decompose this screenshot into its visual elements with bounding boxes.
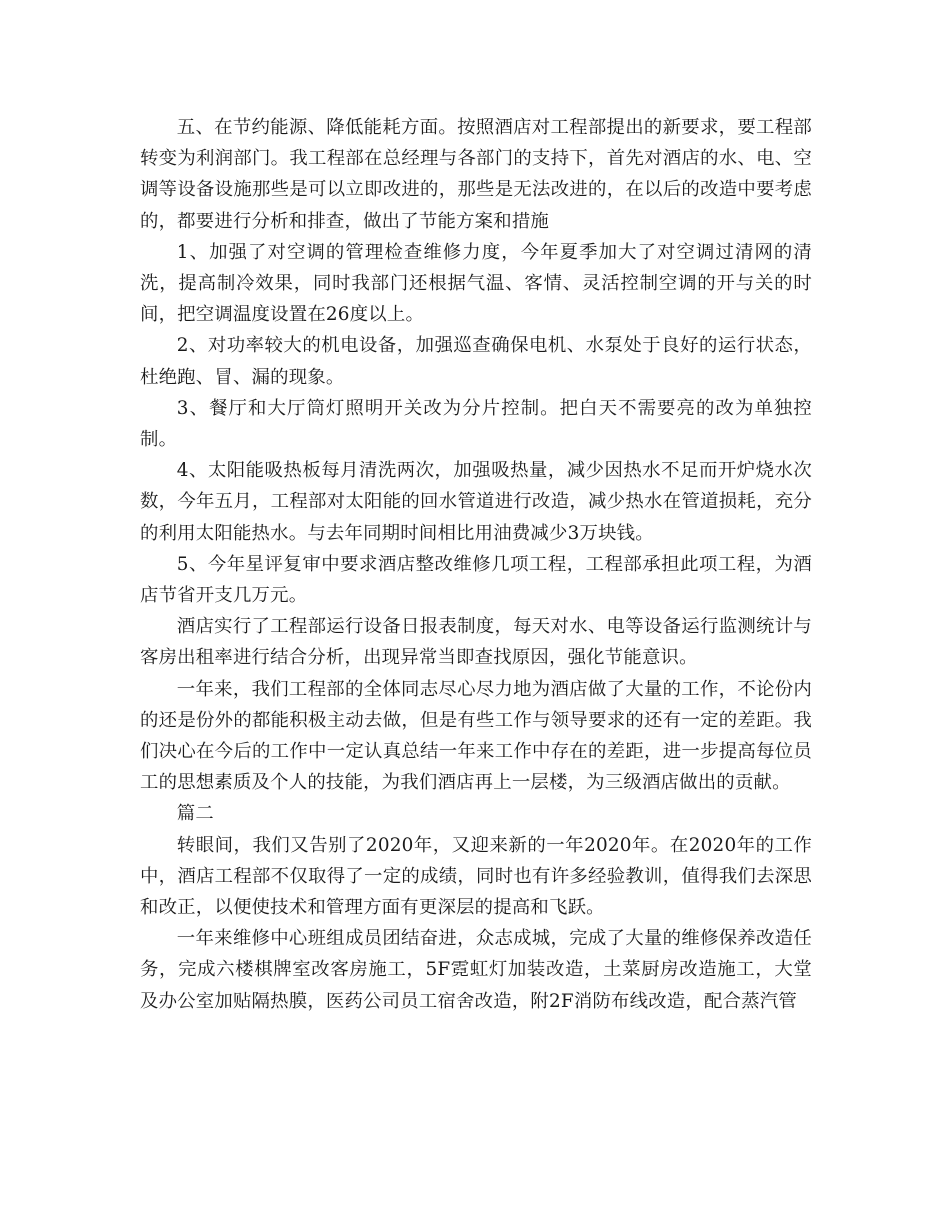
- section-heading-part-two: 篇二: [176, 803, 214, 825]
- paragraph-daily-report: 酒店实行了工程部运行设备日报表制度，每天对水、电等设备运行监测统计与客房出租率进行结合分析，出现异常当即查找原因，强化节能意识。: [140, 616, 812, 669]
- paragraph-year-summary: 一年来，我们工程部的全体同志尽心尽力地为酒店做了大量的工作，不论份内的还是份外的都能积极主动去做，但是有些工作与领导要求的还有一定的差距。我们决心在今后的工作中一定认真总结一年来工作中存在的差距，进一步提高每位员工的思想素质及个人的技能，为我们酒店再上一层楼，为三级酒店做出的贡献。: [140, 678, 812, 794]
- paragraph-new-year: 转眼间，我们又告别了2020年，又迎来新的一年2020年。在2020年的工作中，酒店工程部不仅取得了一定的成绩，同时也有许多经验教训，值得我们去深思和改正，以便使技术和管理方面有更深层的提高和飞跃。: [140, 834, 812, 919]
- paragraph-item-5-star-rating: 5、今年星评复审中要求酒店整改维修几项工程，工程部承担此项工程，为酒店节省开支几万元。: [140, 553, 812, 607]
- paragraph-item-4-solar: 4、太阳能吸热板每月清洗两次，加强吸热量，减少因热水不足而开炉烧水次数，今年五月，工程部对太阳能的回水管道进行改造，减少热水在管道损耗，充分的利用太阳能热水。与去年同期时间相比用油费减少3万块钱。: [140, 460, 812, 544]
- paragraph-energy-saving-intro: 五、在节约能源、降低能耗方面。按照酒店对工程部提出的新要求，要工程部转变为利润部门。我工程部在总经理与各部门的支持下，首先对酒店的水、电、空调等设备设施那些是可以立即改进的，那些是无法改进的，在以后的改造中要考虑的，都要进行分析和排查，做出了节能方案和措施: [140, 117, 812, 232]
- document-page: [140, 112, 812, 1017]
- paragraph-item-2-mechanical-equipment: 2、对功率较大的机电设备，加强巡查确保电机、水泵处于良好的运行状态，杜绝跑、冒、漏的现象。: [140, 335, 812, 388]
- paragraph-item-3-lighting: 3、餐厅和大厅筒灯照明开关改为分片控制。把白天不需要亮的改为单独控制。: [140, 397, 812, 451]
- paragraph-maintenance-tasks: 一年来维修中心班组成员团结奋进，众志成城，完成了大量的维修保养改造任务，完成六楼棋牌室改客房施工，5F霓虹灯加装改造，土菜厨房改造施工，大堂及办公室加贴隔热膜，医药公司员工宿舍改造，附2F消防布线改造，配合蒸汽管: [140, 928, 812, 1012]
- paragraph-item-1-air-conditioning: 1、加强了对空调的管理检查维修力度，今年夏季加大了对空调过清网的清洗，提高制冷效果，同时我部门还根据气温、客情、灵活控制空调的开与关的时间，把空调温度设置在26度以上。: [140, 241, 812, 326]
